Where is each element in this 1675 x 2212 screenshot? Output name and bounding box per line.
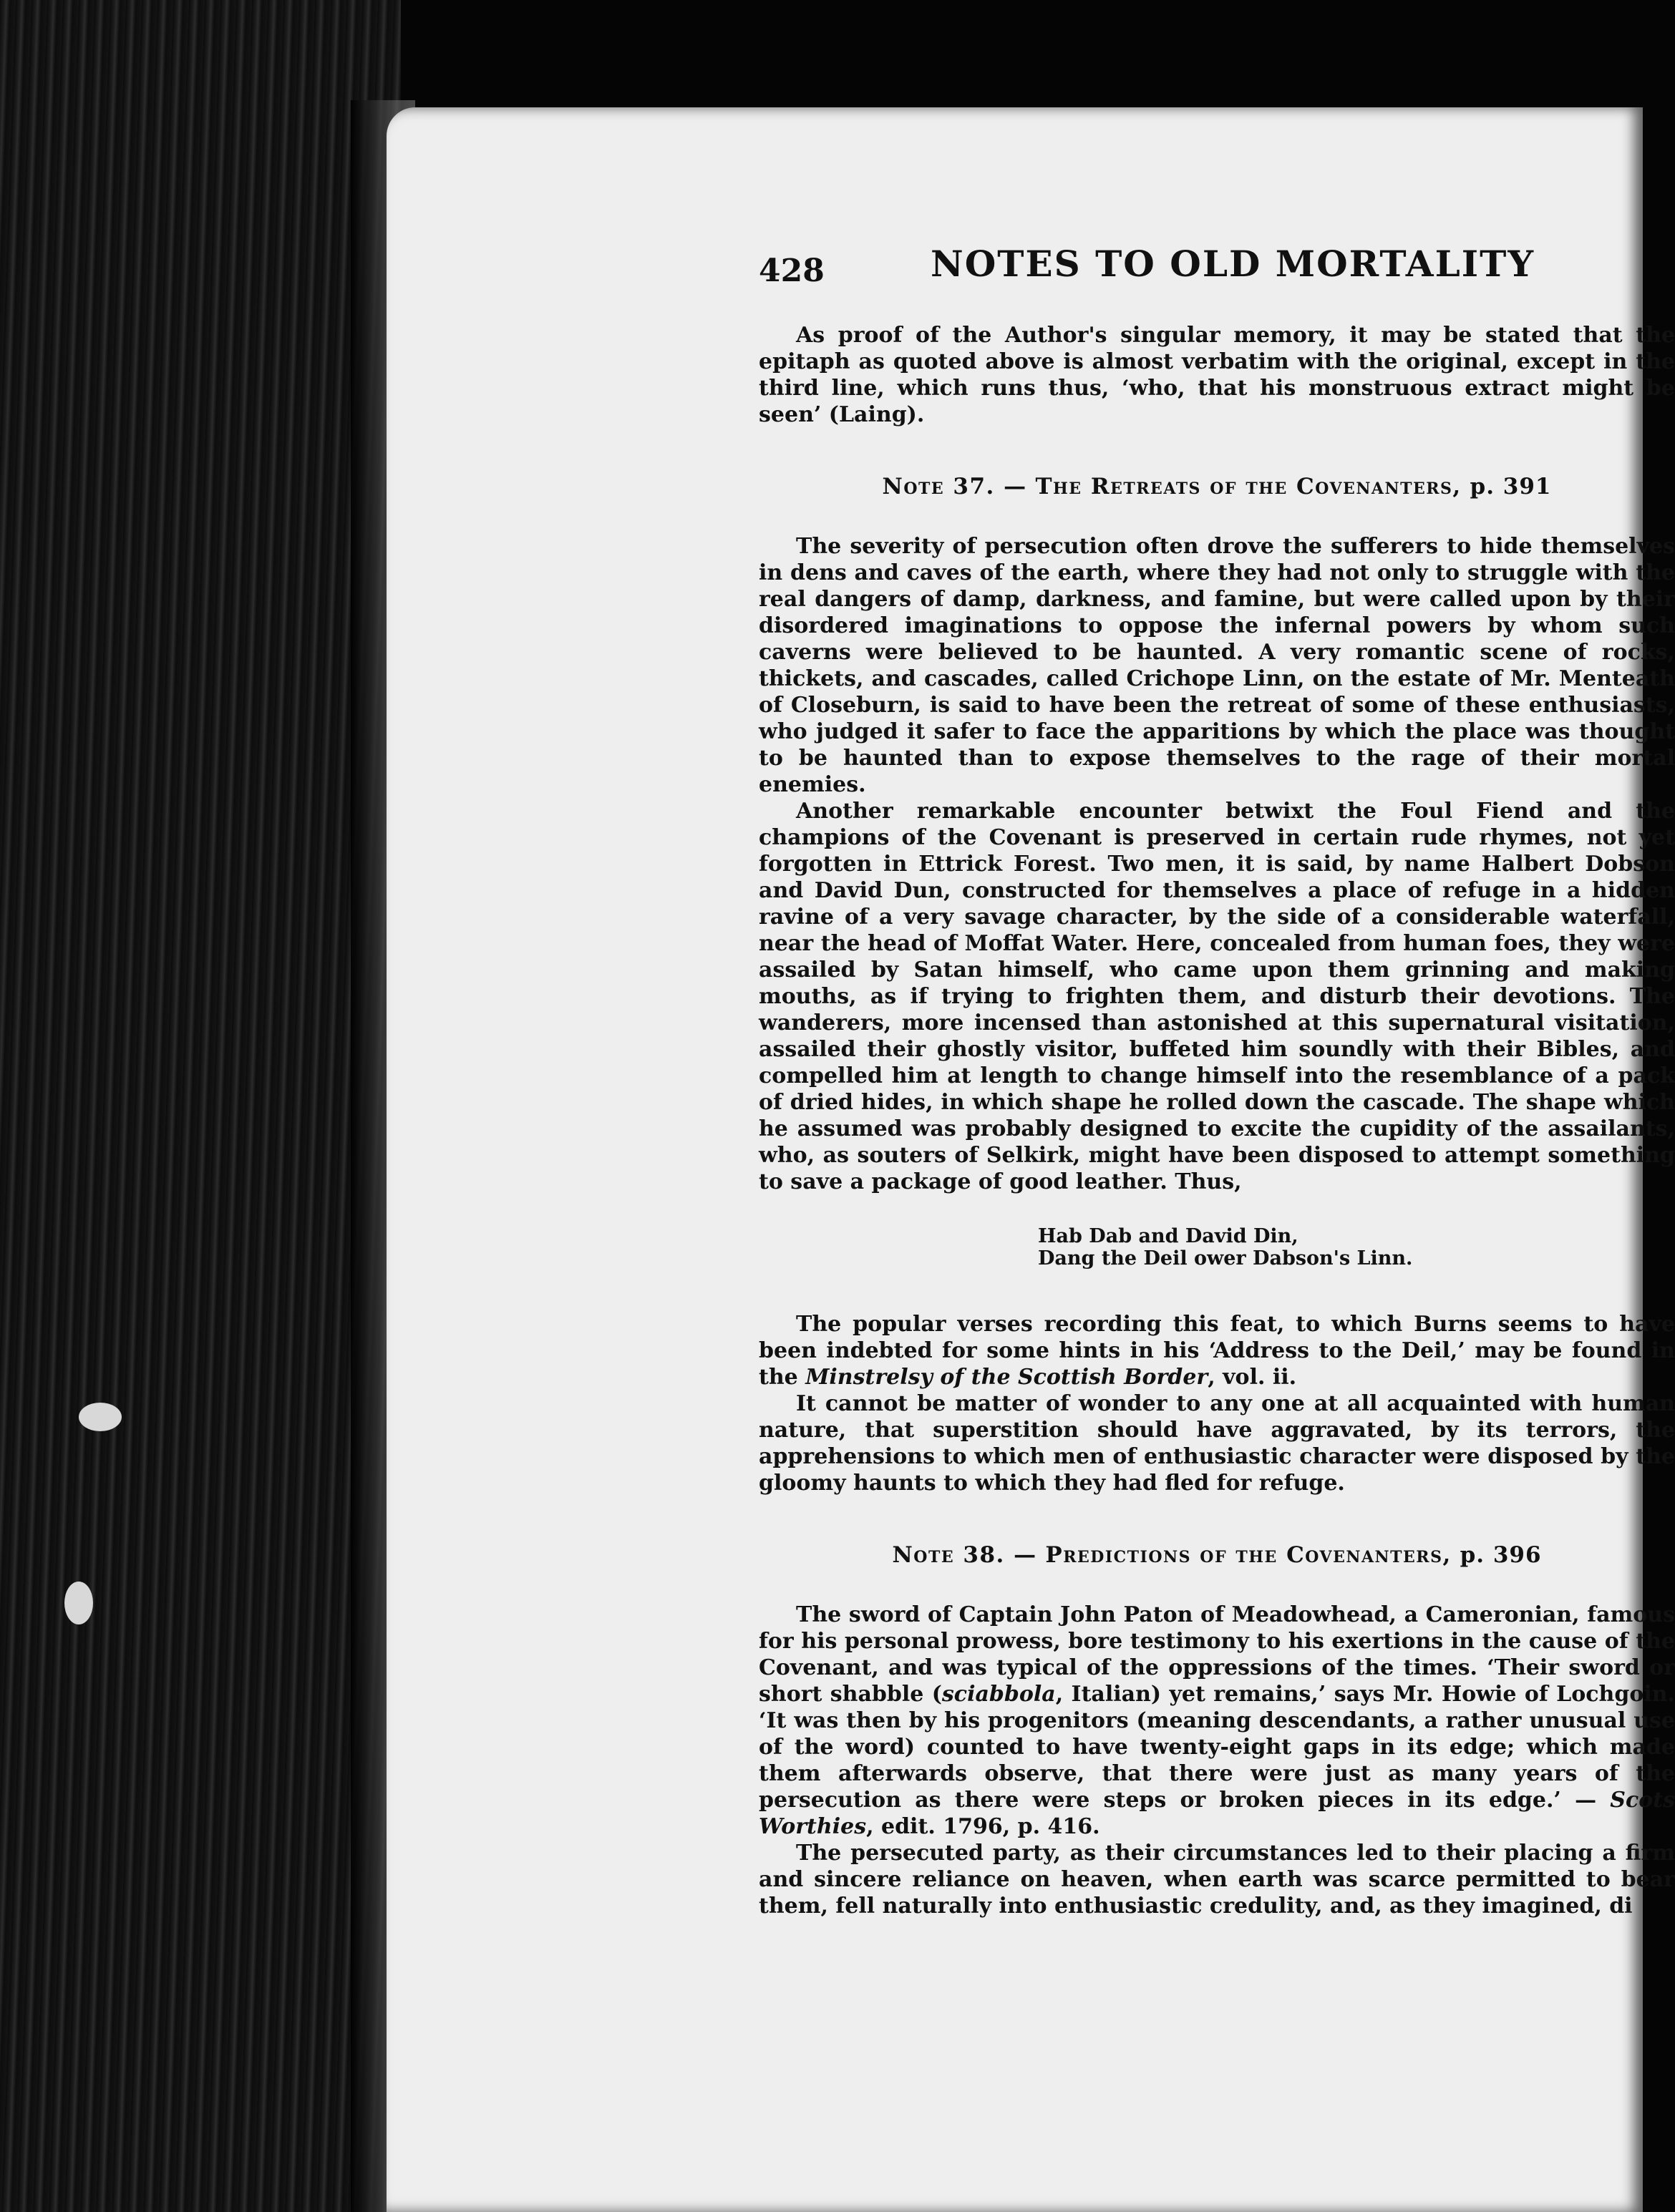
note-38-paragraph: [759, 1602, 1675, 1840]
book-binding-edge: [0, 0, 401, 2212]
source-title-italic: Scots Worthies: [759, 1788, 1675, 1839]
book-page: [387, 107, 1675, 2212]
running-title: NOTES TO OLD MORTALITY: [931, 243, 1535, 285]
note-38-paragraph: The persecuted party, as their circumstances led to their placing a firm and sincere reliance on heaven, when earth was scarce permitted to bear them, fell naturally into enthusiastic credulity, and, as they imagined, di: [759, 1841, 1675, 1919]
intro-paragraph: As proof of the Author's singular memory, it may be stated that the epitaph as quoted above is almost verbatim with the original, except in the third line, which runs thus, ‘who, that his monstruous extract might be seen’ (Laing).: [759, 323, 1675, 427]
note-37-page-ref: p. 391: [1470, 474, 1552, 500]
text-run: , vol. ii.: [1208, 1365, 1297, 1390]
note-38-page-ref: p. 396: [1460, 1542, 1542, 1568]
text-run: The popular verses recording this feat, to which Burns seems to have been indebted for some hints in his ‘Address to the Deil,’ may be found in the: [759, 1312, 1675, 1390]
running-head: [759, 243, 1675, 301]
book-title-italic: Minstrelsy of the Scottish Border: [805, 1365, 1208, 1390]
binding-speck: [64, 1582, 93, 1624]
note-38-title: Predictions of the Covenanters,: [1045, 1542, 1452, 1568]
page-text-block: [759, 243, 1675, 1919]
note-38-heading: [759, 1542, 1675, 1569]
note-38-label: Note 38. —: [892, 1542, 1037, 1568]
page-number: 428: [759, 253, 825, 289]
verse-line: Dang the Deil ower Dabson's Linn.: [1038, 1247, 1413, 1270]
text-run: , Italian) yet remains,’ says Mr. Howie of Lochgoin. ‘It was then by his progenitors (meaning descendants, a rather unusual use of the word) counted to have twenty-eight gaps in its edge; which made them afterwards observe, that there were just as many years of the persecution as there were steps or broken pieces in its edge.’ —: [759, 1682, 1675, 1813]
note-37-paragraph: It cannot be matter of wonder to any one at all acquainted with human nature, that superstition should have aggravated, by its terrors, the apprehensions to which men of enthusiastic character were disposed by the gloomy haunts to which they had fled for refuge.: [759, 1391, 1675, 1496]
note-37-paragraph: [759, 1311, 1675, 1390]
note-37-paragraph: Another remarkable encounter betwixt the Foul Fiend and the champions of the Covenant is preserved in certain rude rhymes, not yet forgotten in Ettrick Forest. Two men, it is said, by name Halbert Dobson and David Dun, constructed for themselves a place of refuge in a hidden ravine of a very savage character, by the side of a considerable waterfall, near the head of Moffat Water. Here, concealed from human foes, they were assailed by Satan himself, who came upon them grinning and making mouths, as if trying to frighten them, and disturb their devotions. The wanderers, more incensed than astonished at this supernatural visitation, assailed their ghostly visitor, buffeted him soundly with their Bibles, and compelled him at length to change himself into the resemblance of a pack of dried hides, in which shape he rolled down the cascade. The shape which he assumed was probably designed to excite the cupidity of the assailants, who, as souters of Selkirk, might have been disposed to attempt something to save a package of good leather. Thus,: [759, 799, 1675, 1194]
binding-speck: [79, 1403, 122, 1431]
verse-block: [1038, 1225, 1675, 1270]
italic-word: sciabbola: [941, 1682, 1056, 1707]
note-37-label: Note 37. —: [882, 474, 1027, 500]
verse-line: Hab Dab and David Din,: [1038, 1225, 1298, 1247]
note-37-title: The Retreats of the Covenanters,: [1035, 474, 1462, 500]
note-37-heading: [759, 474, 1675, 500]
text-run: , edit. 1796, p. 416.: [866, 1814, 1100, 1839]
text-run: The sword of Captain John Paton of Meadowhead, a Cameronian, famous for his personal prowess, bore testimony to his exertions in the cause of the Covenant, and was typical of the oppressions of the times. ‘Their sword or short shabble (: [759, 1602, 1675, 1707]
note-37-paragraph: The severity of persecution often drove the sufferers to hide themselves in dens and caves of the earth, where they had not only to struggle with the real dangers of damp, darkness, and famine, but were called upon by their disordered imaginations to oppose the infernal powers by whom such caverns were believed to be haunted. A very romantic scene of rocks, thickets, and cascades, called Crichope Linn, on the estate of Mr. Menteath of Closeburn, is said to have been the retreat of some of these enthusiasts, who judged it safer to face the apparitions by which the place was thought to be haunted than to expose themselves to the rage of their mortal enemies.: [759, 534, 1675, 797]
